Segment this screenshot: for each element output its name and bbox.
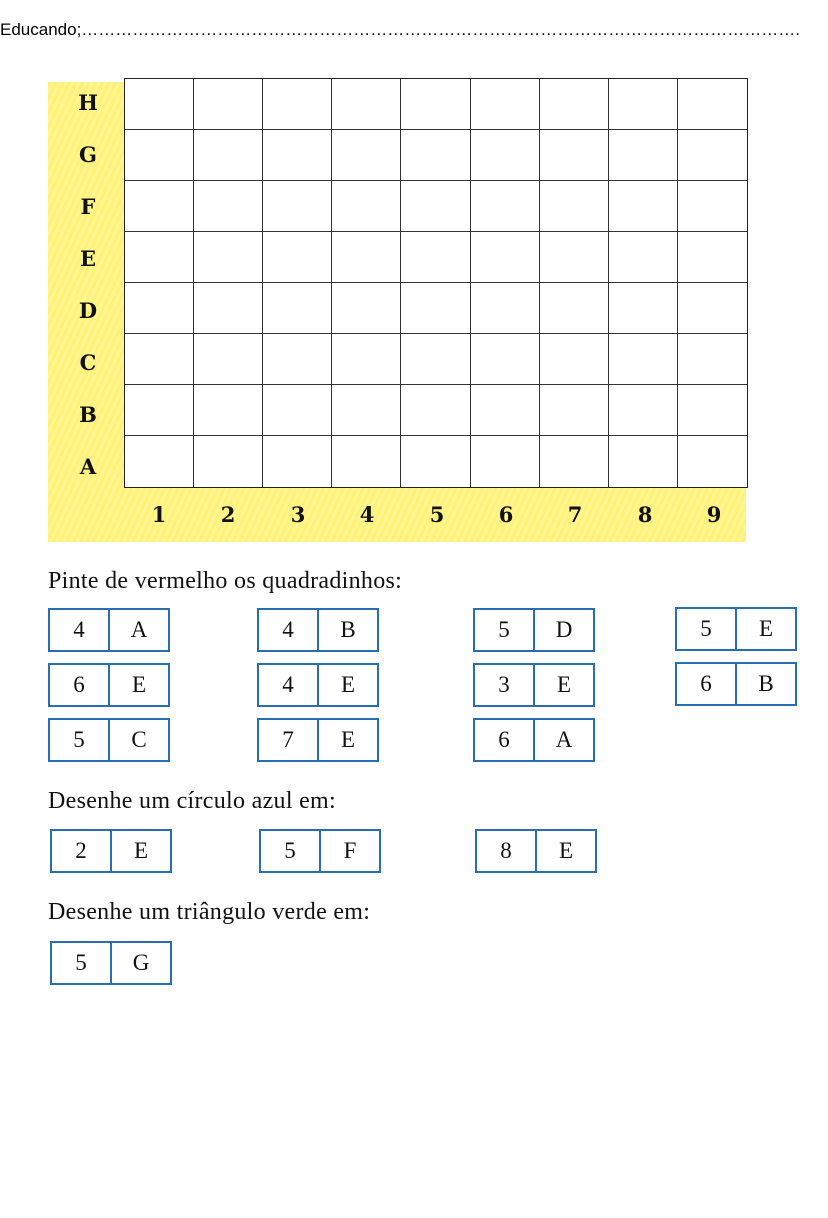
column-label-8: 8	[637, 502, 653, 527]
grid-cell-1-c[interactable]	[125, 334, 194, 385]
grid-cell-3-c[interactable]	[263, 334, 332, 385]
blue-pair	[259, 829, 381, 873]
grid-cell-4-f[interactable]	[332, 181, 401, 232]
pair-number: 5	[677, 609, 737, 649]
grid-cell-1-h[interactable]	[125, 79, 194, 130]
grid-cell-7-e[interactable]	[540, 232, 609, 283]
grid-cell-9-e[interactable]	[678, 232, 747, 283]
grid-cell-7-g[interactable]	[540, 130, 609, 181]
grid-cell-2-c[interactable]	[194, 334, 263, 385]
grid-cell-5-e[interactable]	[401, 232, 470, 283]
grid-cell-8-e[interactable]	[609, 232, 678, 283]
column-label-2: 2	[220, 502, 236, 527]
grid-cell-5-d[interactable]	[401, 283, 470, 334]
row-label-h: H	[78, 90, 98, 115]
blue-pair	[50, 829, 172, 873]
pair-letter: C	[131, 727, 147, 752]
grid-cell-8-g[interactable]	[609, 130, 678, 181]
red-pair	[48, 663, 170, 707]
pair-number: 7	[259, 720, 319, 760]
pair-number: 5	[261, 831, 321, 871]
grid-cell-1-a[interactable]	[125, 436, 194, 487]
blue-pair	[475, 829, 597, 873]
grid-cell-7-a[interactable]	[540, 436, 609, 487]
pair-number: 6	[475, 720, 535, 760]
grid-cell-8-h[interactable]	[609, 79, 678, 130]
grid-cell-5-h[interactable]	[401, 79, 470, 130]
column-label-9: 9	[706, 502, 722, 527]
column-label-7: 7	[567, 502, 583, 527]
pair-letter: A	[130, 617, 148, 642]
grid-cell-1-f[interactable]	[125, 181, 194, 232]
red-pair	[257, 608, 379, 652]
row-label-c: C	[79, 350, 97, 375]
grid-cell-3-a[interactable]	[263, 436, 332, 487]
grid-cell-2-h[interactable]	[194, 79, 263, 130]
pair-number: 6	[677, 664, 737, 704]
grid-cell-6-d[interactable]	[471, 283, 540, 334]
grid-cell-3-g[interactable]	[263, 130, 332, 181]
grid-cell-4-e[interactable]	[332, 232, 401, 283]
column-label-4: 4	[359, 502, 375, 527]
grid-cell-2-a[interactable]	[194, 436, 263, 487]
grid-cell-9-f[interactable]	[678, 181, 747, 232]
column-label-5: 5	[429, 502, 445, 527]
grid-cell-3-b[interactable]	[263, 385, 332, 436]
grid-cell-8-f[interactable]	[609, 181, 678, 232]
row-label-g: G	[79, 142, 97, 167]
grid-cell-6-e[interactable]	[471, 232, 540, 283]
pair-letter: E	[133, 838, 149, 863]
grid-cell-7-d[interactable]	[540, 283, 609, 334]
grid-cell-6-g[interactable]	[471, 130, 540, 181]
grid-cell-6-c[interactable]	[471, 334, 540, 385]
grid-cell-4-d[interactable]	[332, 283, 401, 334]
grid-cell-4-b[interactable]	[332, 385, 401, 436]
pair-letter: B	[758, 671, 774, 696]
grid-cell-7-c[interactable]	[540, 334, 609, 385]
column-label-3: 3	[290, 502, 306, 527]
grid-cell-4-a[interactable]	[332, 436, 401, 487]
grid-cell-9-d[interactable]	[678, 283, 747, 334]
red-pair	[675, 607, 797, 651]
grid-cell-2-d[interactable]	[194, 283, 263, 334]
pair-number: 8	[477, 831, 537, 871]
pair-letter: D	[555, 617, 573, 642]
grid-cell-7-h[interactable]	[540, 79, 609, 130]
student-name-line[interactable]: Educando;……………………………………………………………………………………………………………….	[0, 20, 801, 39]
row-label-f: F	[80, 194, 96, 219]
grid-cell-6-f[interactable]	[471, 181, 540, 232]
grid-cell-8-d[interactable]	[609, 283, 678, 334]
grid-cell-2-e[interactable]	[194, 232, 263, 283]
grid-cell-9-c[interactable]	[678, 334, 747, 385]
red-pair	[473, 718, 595, 762]
pair-number: 4	[50, 610, 110, 650]
grid-cell-9-h[interactable]	[678, 79, 747, 130]
pair-letter: E	[558, 838, 574, 863]
red-pair	[48, 718, 170, 762]
grid-cell-9-g[interactable]	[678, 130, 747, 181]
pair-number: 5	[52, 943, 112, 983]
grid-cell-1-b[interactable]	[125, 385, 194, 436]
grid-cell-4-h[interactable]	[332, 79, 401, 130]
grid-cell-4-g[interactable]	[332, 130, 401, 181]
pair-letter: E	[340, 727, 356, 752]
red-pair	[48, 608, 170, 652]
grid-cell-9-b[interactable]	[678, 385, 747, 436]
pair-letter: E	[556, 672, 572, 697]
grid-cell-3-e[interactable]	[263, 232, 332, 283]
pair-number: 6	[50, 665, 110, 705]
grid-cell-7-b[interactable]	[540, 385, 609, 436]
pair-letter: A	[555, 727, 573, 752]
red-instruction: Pinte de vermelho os quadradinhos:	[48, 568, 403, 594]
grid-cell-2-f[interactable]	[194, 181, 263, 232]
pair-letter: E	[340, 672, 356, 697]
pair-letter: E	[758, 616, 774, 641]
grid-cell-3-f[interactable]	[263, 181, 332, 232]
row-label-d: D	[78, 298, 98, 323]
row-label-e: E	[79, 246, 96, 271]
green-instruction: Desenhe um triângulo verde em:	[48, 899, 371, 925]
grid-cell-5-c[interactable]	[401, 334, 470, 385]
pair-number: 4	[259, 610, 319, 650]
grid-cell-1-d[interactable]	[125, 283, 194, 334]
row-label-b: B	[79, 402, 97, 427]
pair-number: 5	[50, 720, 110, 760]
pair-letter: F	[343, 838, 357, 863]
green-pair	[50, 941, 172, 985]
grid-cell-8-c[interactable]	[609, 334, 678, 385]
pair-number: 2	[52, 831, 112, 871]
grid-cell-6-h[interactable]	[471, 79, 540, 130]
pair-letter: G	[132, 950, 150, 975]
grid-cell-1-e[interactable]	[125, 232, 194, 283]
grid-cell-3-h[interactable]	[263, 79, 332, 130]
grid-cell-3-d[interactable]	[263, 283, 332, 334]
grid-cell-8-b[interactable]	[609, 385, 678, 436]
pair-number: 3	[475, 665, 535, 705]
grid-cell-1-g[interactable]	[125, 130, 194, 181]
grid-cell-4-c[interactable]	[332, 334, 401, 385]
pair-letter: B	[340, 617, 356, 642]
grid-cell-6-a[interactable]	[471, 436, 540, 487]
column-label-6: 6	[498, 502, 514, 527]
column-label-1: 1	[151, 502, 167, 527]
pair-letter: E	[131, 672, 147, 697]
grid-cell-5-f[interactable]	[401, 181, 470, 232]
grid-cell-2-b[interactable]	[194, 385, 263, 436]
red-pair	[473, 608, 595, 652]
red-pair	[473, 663, 595, 707]
grid-cell-5-a[interactable]	[401, 436, 470, 487]
red-pair	[675, 662, 797, 706]
grid-cell-2-g[interactable]	[194, 130, 263, 181]
blue-instruction: Desenhe um círculo azul em:	[48, 788, 336, 814]
grid-cell-9-a[interactable]	[678, 436, 747, 487]
pair-number: 4	[259, 665, 319, 705]
red-pair	[257, 718, 379, 762]
grid-cell-5-b[interactable]	[401, 385, 470, 436]
grid-cell-8-a[interactable]	[609, 436, 678, 487]
grid-cell-5-g[interactable]	[401, 130, 470, 181]
red-pair	[257, 663, 379, 707]
pair-number: 5	[475, 610, 535, 650]
grid-cell-7-f[interactable]	[540, 181, 609, 232]
row-label-a: A	[79, 454, 97, 479]
grid-cell-6-b[interactable]	[471, 385, 540, 436]
coordinate-grid	[124, 78, 748, 488]
